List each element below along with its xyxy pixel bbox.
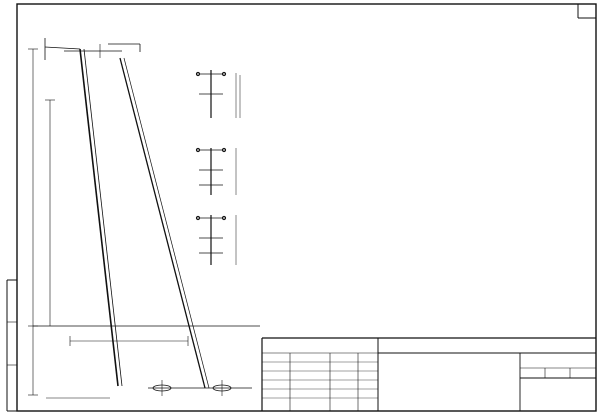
pole-drawing bbox=[28, 38, 260, 398]
sheet-frame bbox=[17, 4, 596, 411]
title-block bbox=[262, 338, 596, 411]
main-pole bbox=[80, 49, 118, 386]
strut-pole bbox=[120, 58, 205, 388]
